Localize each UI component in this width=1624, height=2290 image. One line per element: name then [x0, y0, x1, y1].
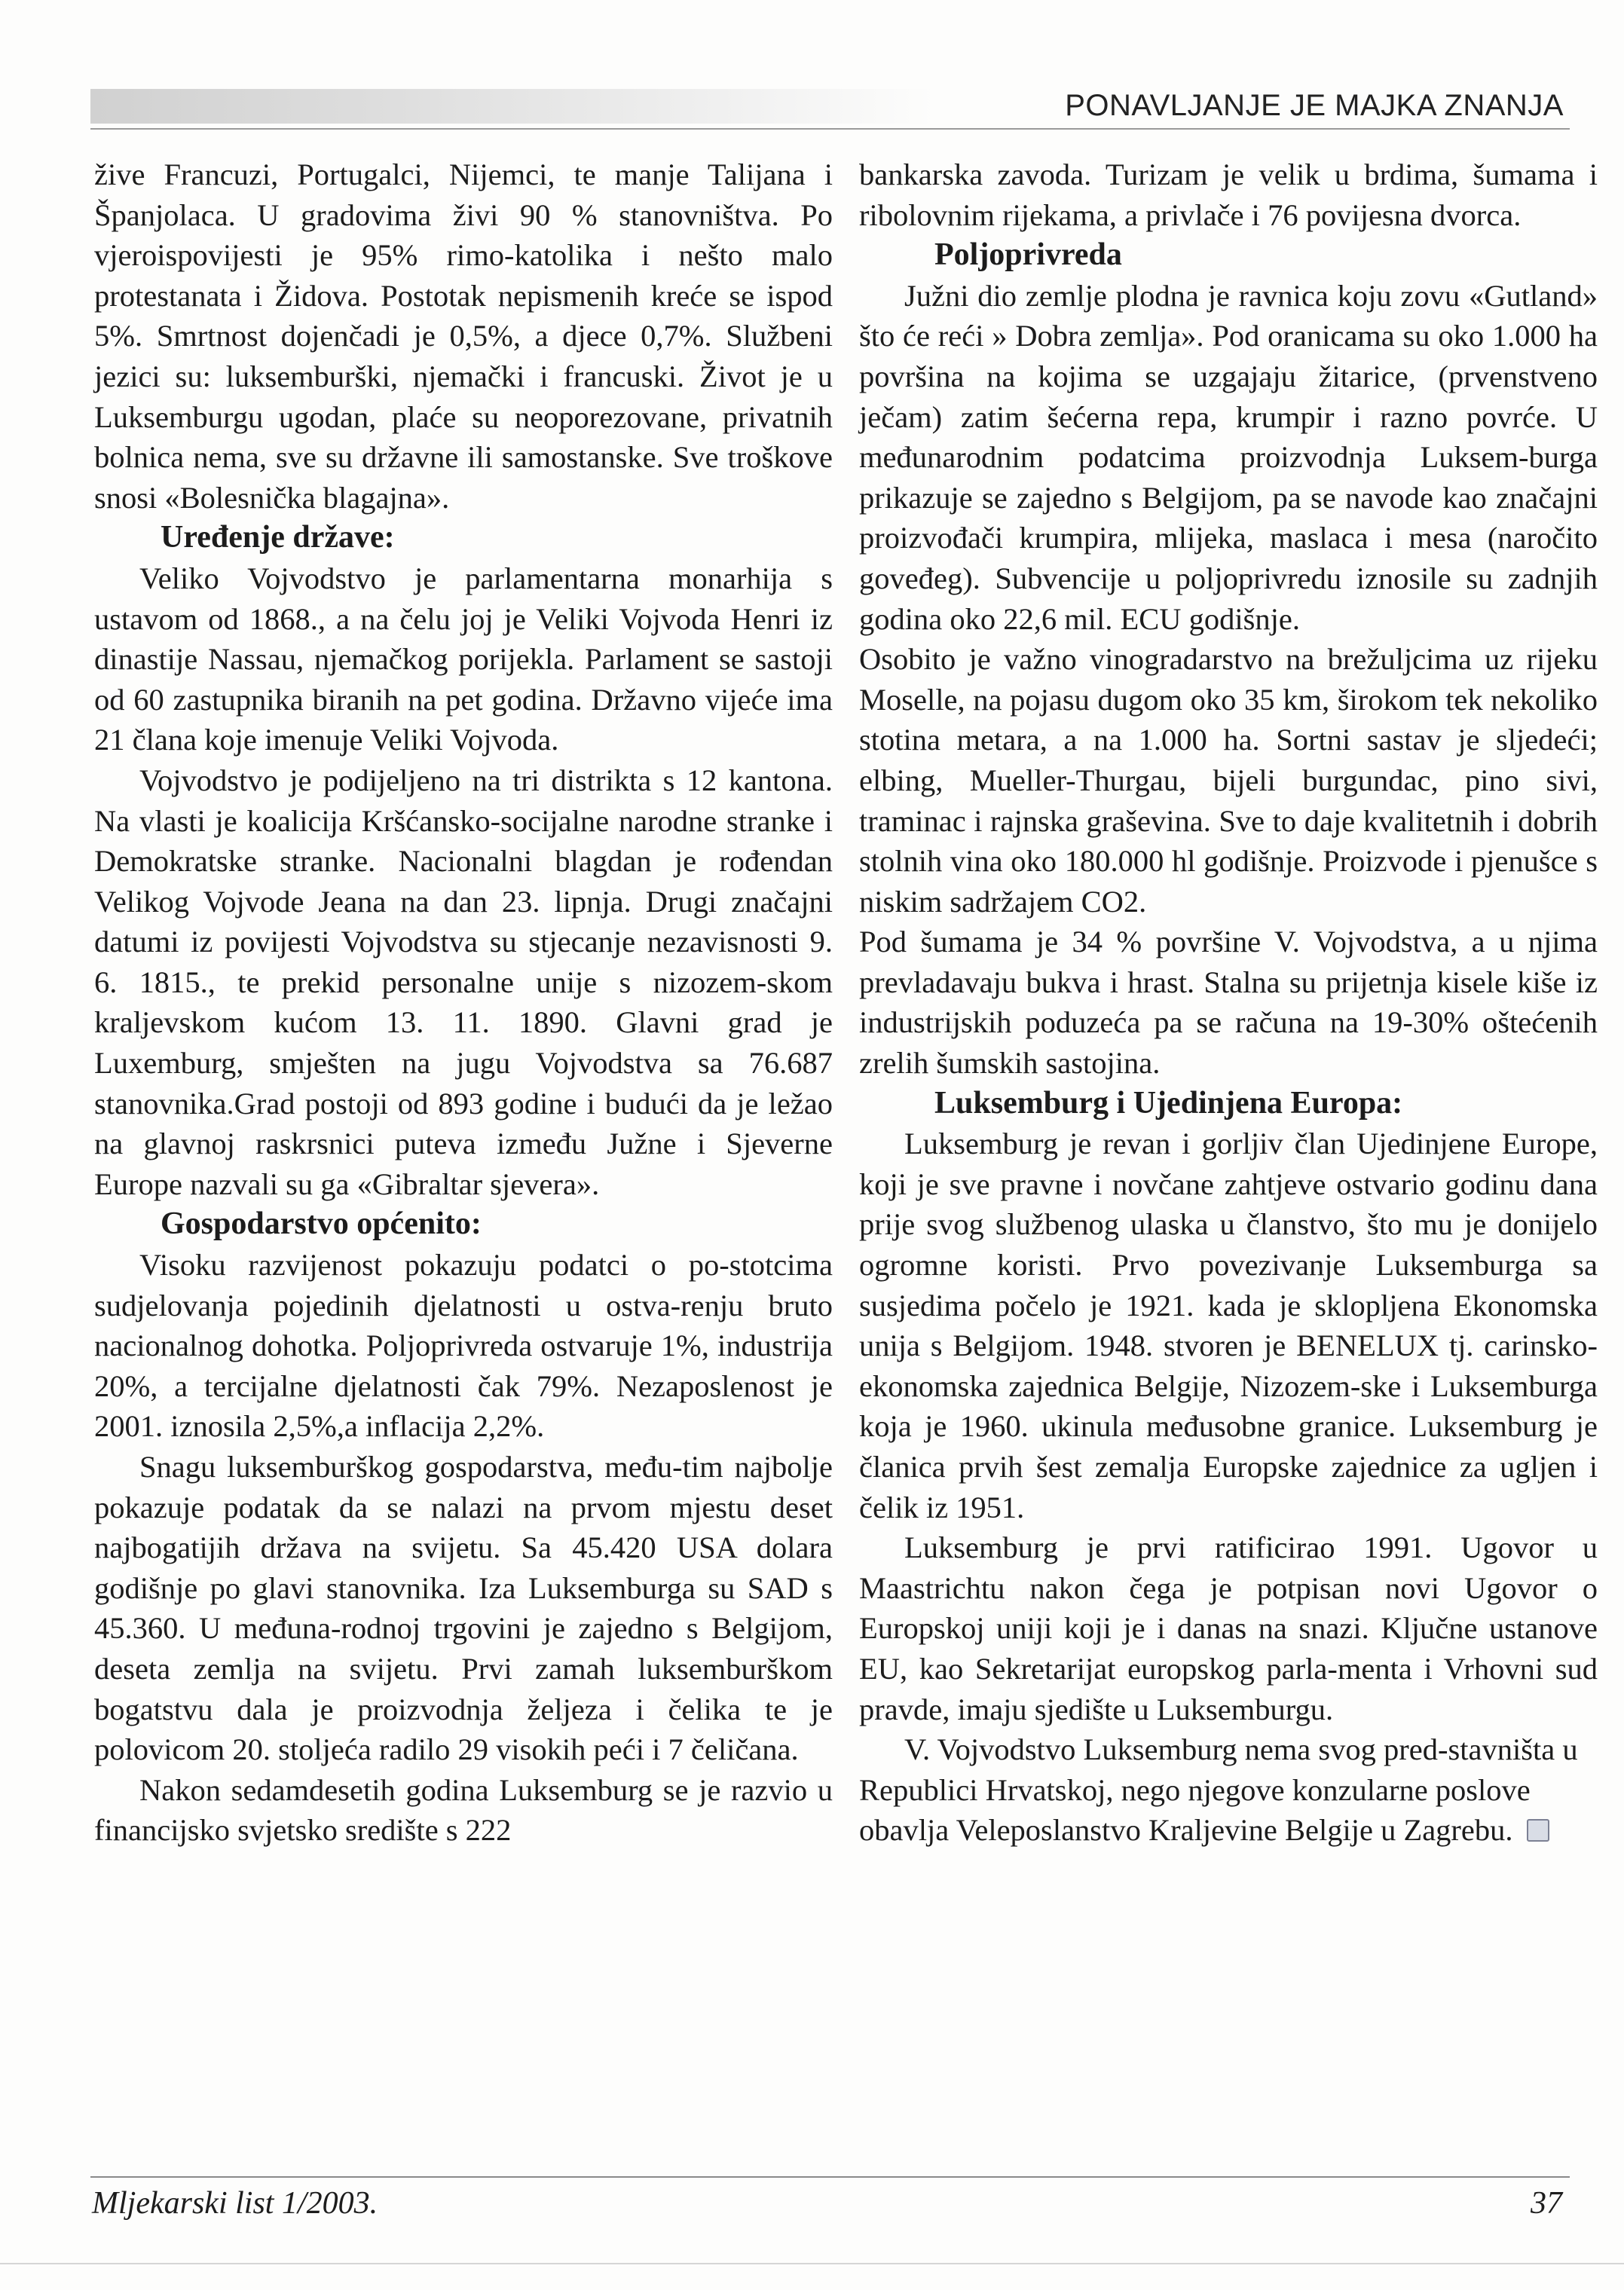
paragraph: žive Francuzi, Portugalci, Nijemci, te manje Talijana i Španjolaca. U gradovima živi 90 % stanovništva. Po vjeroispovijesti je 95% rimo-katolika i nešto malo protestanata i Židova. Postotak nepismenih kreće se ispod 5%. Smrtnost dojenčadi je 0,5%, a djece 0,7%. Službeni jezici su: luksemburški, njemački i francuski. Život je u Luksemburgu ugodan, plaće su neoporezovane, privatnih bolnica nema, sve su državne ili samostanske. Sve troškove snosi «Bolesnička blagajna».	[94, 157, 833, 515]
paragraph: Pod šumama je 34 % površine V. Vojvodstva, a u njima prevladavaju bukva i hrast. Stalna su prijetnja kisele kiše iz industrijskih poduzeća pa se računa na 19-30% oštećenih zrelih šumskih sastojina.	[859, 925, 1598, 1081]
end-of-article-icon	[1527, 1819, 1549, 1842]
section-heading-uredjenje: Uređenje države:	[161, 520, 395, 555]
page-number: 37	[1531, 2186, 1562, 2221]
header-gray-band	[90, 89, 934, 124]
paragraph-final-text: V. Vojvodstvo Luksemburg nema svog pred-stavništa u Republici Hrvatskoj, nego njegove konzularne poslove obavlja Veleposlanstvo Kraljevine Belgije u Zagrebu.	[859, 1732, 1578, 1848]
left-column	[94, 154, 833, 1851]
paragraph: Veliko Vojvodstvo je parlamentarna monarhija s ustavom od 1868., a na čelu joj je Veliki Vojvoda Henri iz dinastije Nassau, njemačkog porijekla. Parlament se sastoji od 60 zastupnika biranih na pet godina. Državno vijeće ima 21 člana koje imenuje Veliki Vojvoda.	[94, 561, 833, 757]
running-header: PONAVLJANJE JE MAJKA ZNANJA	[1065, 89, 1564, 122]
footer-journal: Mljekarski list 1/2003.	[92, 2186, 378, 2221]
paragraph: Luksemburg je prvi ratificirao 1991. Ugovor u Maastrichtu nakon čega je potpisan novi Ugovor o Europskoj uniji koji je i danas na snazi. Ključne ustanove EU, kao Sekretarijat europskog parla-menta i Vrhovni sud pravde, imaju sjedište u Luksemburgu.	[859, 1530, 1598, 1726]
paragraph: Visoku razvijenost pokazuju podatci o po-stotcima sudjelovanja pojedinih djelatnosti u ostva-renju bruto nacionalnog dohotka. Poljoprivreda ostvaruje 1%, industrija 20%, a tercijalne djelatnosti čak 79%. Nezaposlenost je 2001. iznosila 2,5%,a inflacija 2,2%.	[94, 1248, 833, 1444]
paragraph-final	[859, 1729, 1598, 1851]
footer-rule	[90, 2176, 1570, 2178]
paragraph: Nakon sedamdesetih godina Luksemburg se je razvio u financijsko svjetsko središte s 222	[94, 1772, 833, 1848]
scan-edge-line	[0, 2263, 1624, 2264]
header-rule	[90, 128, 1570, 130]
paragraph: Osobito je važno vinogradarstvo na brežuljcima uz rijeku Moselle, na pojasu dugom oko 35 km, širokom tek nekoliko stotina metara, a na 1.000 ha. Sortni sastav je sljedeći; elbing, Mueller-Thurgau, bijeli burgundac, pino sivi, traminac i rajnska graševina. Sve to daje kvalitetnih i dobrih stolnih vina oko 180.000 hl godišnje. Proizvode i pjenušce s niskim sadržajem CO2.	[859, 642, 1598, 919]
paragraph: Luksemburg je revan i gorljiv član Ujedinjene Europe, koji je sve pravne i novčane zahtjeve ostvario godinu dana prije svog službenog ulaska u članstvo, što mu je donijelo ogromne koristi. Prvo povezivanje Luksemburga sa susjedima počelo je 1921. kada je sklopljena Ekonomska unija s Belgijom. 1948. stvoren je BENELUX tj. carinsko-ekonomska zajednica Belgije, Nizozem-ske i Luksemburga koja je 1960. ukinula međusobne granice. Luksemburg je članica prvih šest zemalja Europske zajednice za ugljen i čelik iz 1951.	[859, 1127, 1598, 1524]
paragraph: Snagu luksemburškog gospodarstva, među-tim najbolje pokazuje podatak da se nalazi na prvom mjestu deset najbogatijih država na svijetu. Sa 45.420 USA dolara godišnje po glavi stanovnika. Iza Luksemburga su SAD s 45.360. U međuna-rodnoj trgovini je zajedno s Belgijom, deseta zemlja na svijetu. Prvi zamah luksemburškom bogatstvu dala je proizvodnja željeza i čelika te je polovicom 20. stoljeća radilo 29 visokih peći i 7 čeličana.	[94, 1450, 833, 1767]
section-heading-gospodarstvo: Gospodarstvo općenito:	[161, 1206, 482, 1242]
section-heading-poljoprivreda: Poljoprivreda	[934, 237, 1122, 273]
paragraph: Južni dio zemlje plodna je ravnica koju zovu «Gutland» što će reći » Dobra zemlja». Pod oranicama su oko 1.000 ha površina na kojima se uzgajaju žitarice, (prvenstveno ječam) zatim šećerna repa, krumpir i razno povrće. U međunarodnim podatcima proizvodnja Luksem-burga prikazuje se zajedno s Belgijom, pa se navode kao značajni proizvođači krumpira, mlijeka, maslaca i mesa (naročito goveđeg). Subvencije u poljoprivredu iznosile su zadnjih godina oko 22,6 mil. ECU godišnje.	[859, 278, 1598, 636]
section-heading-europa: Luksemburg i Ujedinjena Europa:	[934, 1085, 1403, 1121]
right-column	[859, 154, 1598, 1851]
paragraph: Vojvodstvo je podijeljeno na tri distrikta s 12 kantona. Na vlasti je koalicija Kršćansko-socijalne narodne stranke i Demokratske stranke. Nacionalni blagdan je rođendan Velikog Vojvode Jeana na dan 23. lipnja. Drugi značajni datumi iz povijesti Vojvodstva su stjecanje nezavisnosti 9. 6. 1815., te prekid personalne unije s nizozem-skom kraljevskom kućom 13. 11. 1890. Glavni grad je Luxemburg, smješten na jugu Vojvodstva sa 76.687 stanovnika.Grad postoji od 893 godine i budući da je ležao na glavnoj raskrsnici puteva između Južne i Sjeverne Europe nazvali su ga «Gibraltar sjevera».	[94, 763, 833, 1201]
paragraph: bankarska zavoda. Turizam je velik u brdima, šumama i ribolovnim rijekama, a privlače i 76 povijesna dvorca.	[859, 157, 1598, 232]
